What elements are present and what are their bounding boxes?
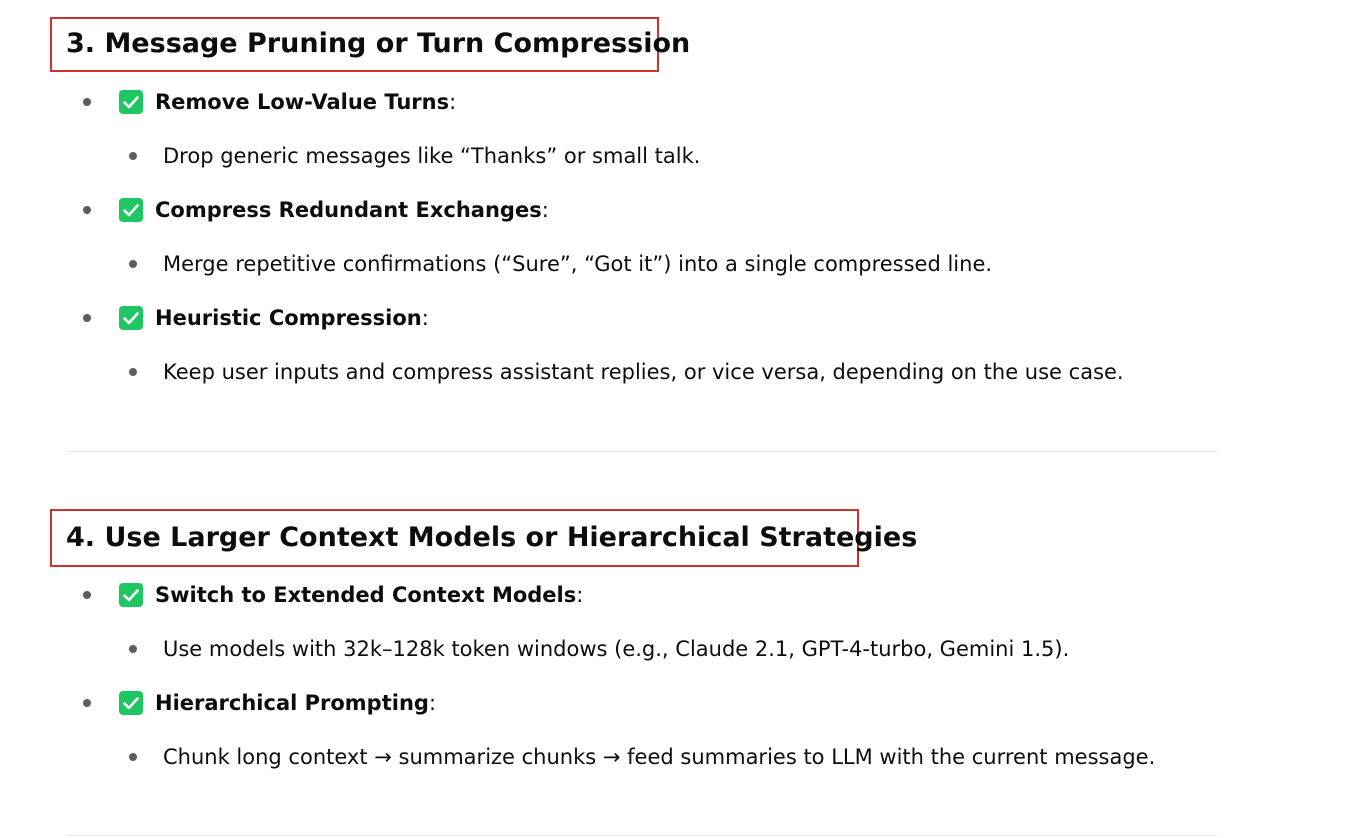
list-subitem <box>0 248 1359 280</box>
list-subitem <box>0 356 1359 388</box>
list-subitem <box>0 140 1359 172</box>
list-item <box>0 194 1359 226</box>
bullet-icon <box>83 314 91 322</box>
item-title: Hierarchical Prompting <box>155 691 429 715</box>
bullet-icon <box>83 206 91 214</box>
bullet-icon <box>83 98 91 106</box>
item-text <box>155 88 456 116</box>
item-text <box>155 304 429 332</box>
item-detail: Keep user inputs and compress assistant replies, or vice versa, depending on the use case. <box>163 360 1124 384</box>
section-divider <box>66 835 1218 836</box>
list-item <box>0 579 1359 611</box>
item-detail: Drop generic messages like “Thanks” or small talk. <box>163 144 701 168</box>
list-item <box>0 86 1359 118</box>
list-item <box>0 302 1359 334</box>
check-mark-button-icon <box>119 691 143 715</box>
section-divider <box>66 451 1218 452</box>
item-title: Switch to Extended Context Models <box>155 583 577 607</box>
check-mark-button-icon <box>119 306 143 330</box>
bullet-icon <box>129 753 137 761</box>
item-title-suffix: : <box>428 691 437 715</box>
list-item <box>0 687 1359 719</box>
item-detail: Chunk long context → summarize chunks → feed summaries to LLM with the current message. <box>163 745 1156 769</box>
item-title-suffix: : <box>541 198 549 222</box>
item-text <box>155 581 583 609</box>
item-text <box>155 196 549 224</box>
list-subitem <box>0 741 1359 773</box>
bullet-icon <box>83 699 91 707</box>
bullet-icon <box>129 645 137 653</box>
item-title: Compress Redundant Exchanges <box>155 198 542 222</box>
section-heading: 4. Use Larger Context Models or Hierarchical Strategies <box>66 522 918 553</box>
item-title-suffix: : <box>449 90 457 114</box>
item-detail: Merge repetitive confirmations (“Sure”, “Got it”) into a single compressed line. <box>163 252 993 276</box>
item-detail: Use models with 32k–128k token windows (e.g., Claude 2.1, GPT-4-turbo, Gemini 1.5). <box>163 637 1070 661</box>
check-mark-button-icon <box>119 198 143 222</box>
item-title: Heuristic Compression <box>155 306 422 330</box>
section-heading: 3. Message Pruning or Turn Compression <box>66 28 691 59</box>
item-title: Remove Low-Value Turns <box>155 90 450 114</box>
bullet-icon <box>129 368 137 376</box>
bullet-icon <box>129 152 137 160</box>
check-mark-button-icon <box>119 583 143 607</box>
item-title-suffix: : <box>576 583 584 607</box>
item-text <box>155 689 436 717</box>
list-subitem <box>0 633 1359 665</box>
bullet-icon <box>83 591 91 599</box>
item-title-suffix: : <box>421 306 429 330</box>
check-mark-button-icon <box>119 90 143 114</box>
bullet-icon <box>129 260 137 268</box>
